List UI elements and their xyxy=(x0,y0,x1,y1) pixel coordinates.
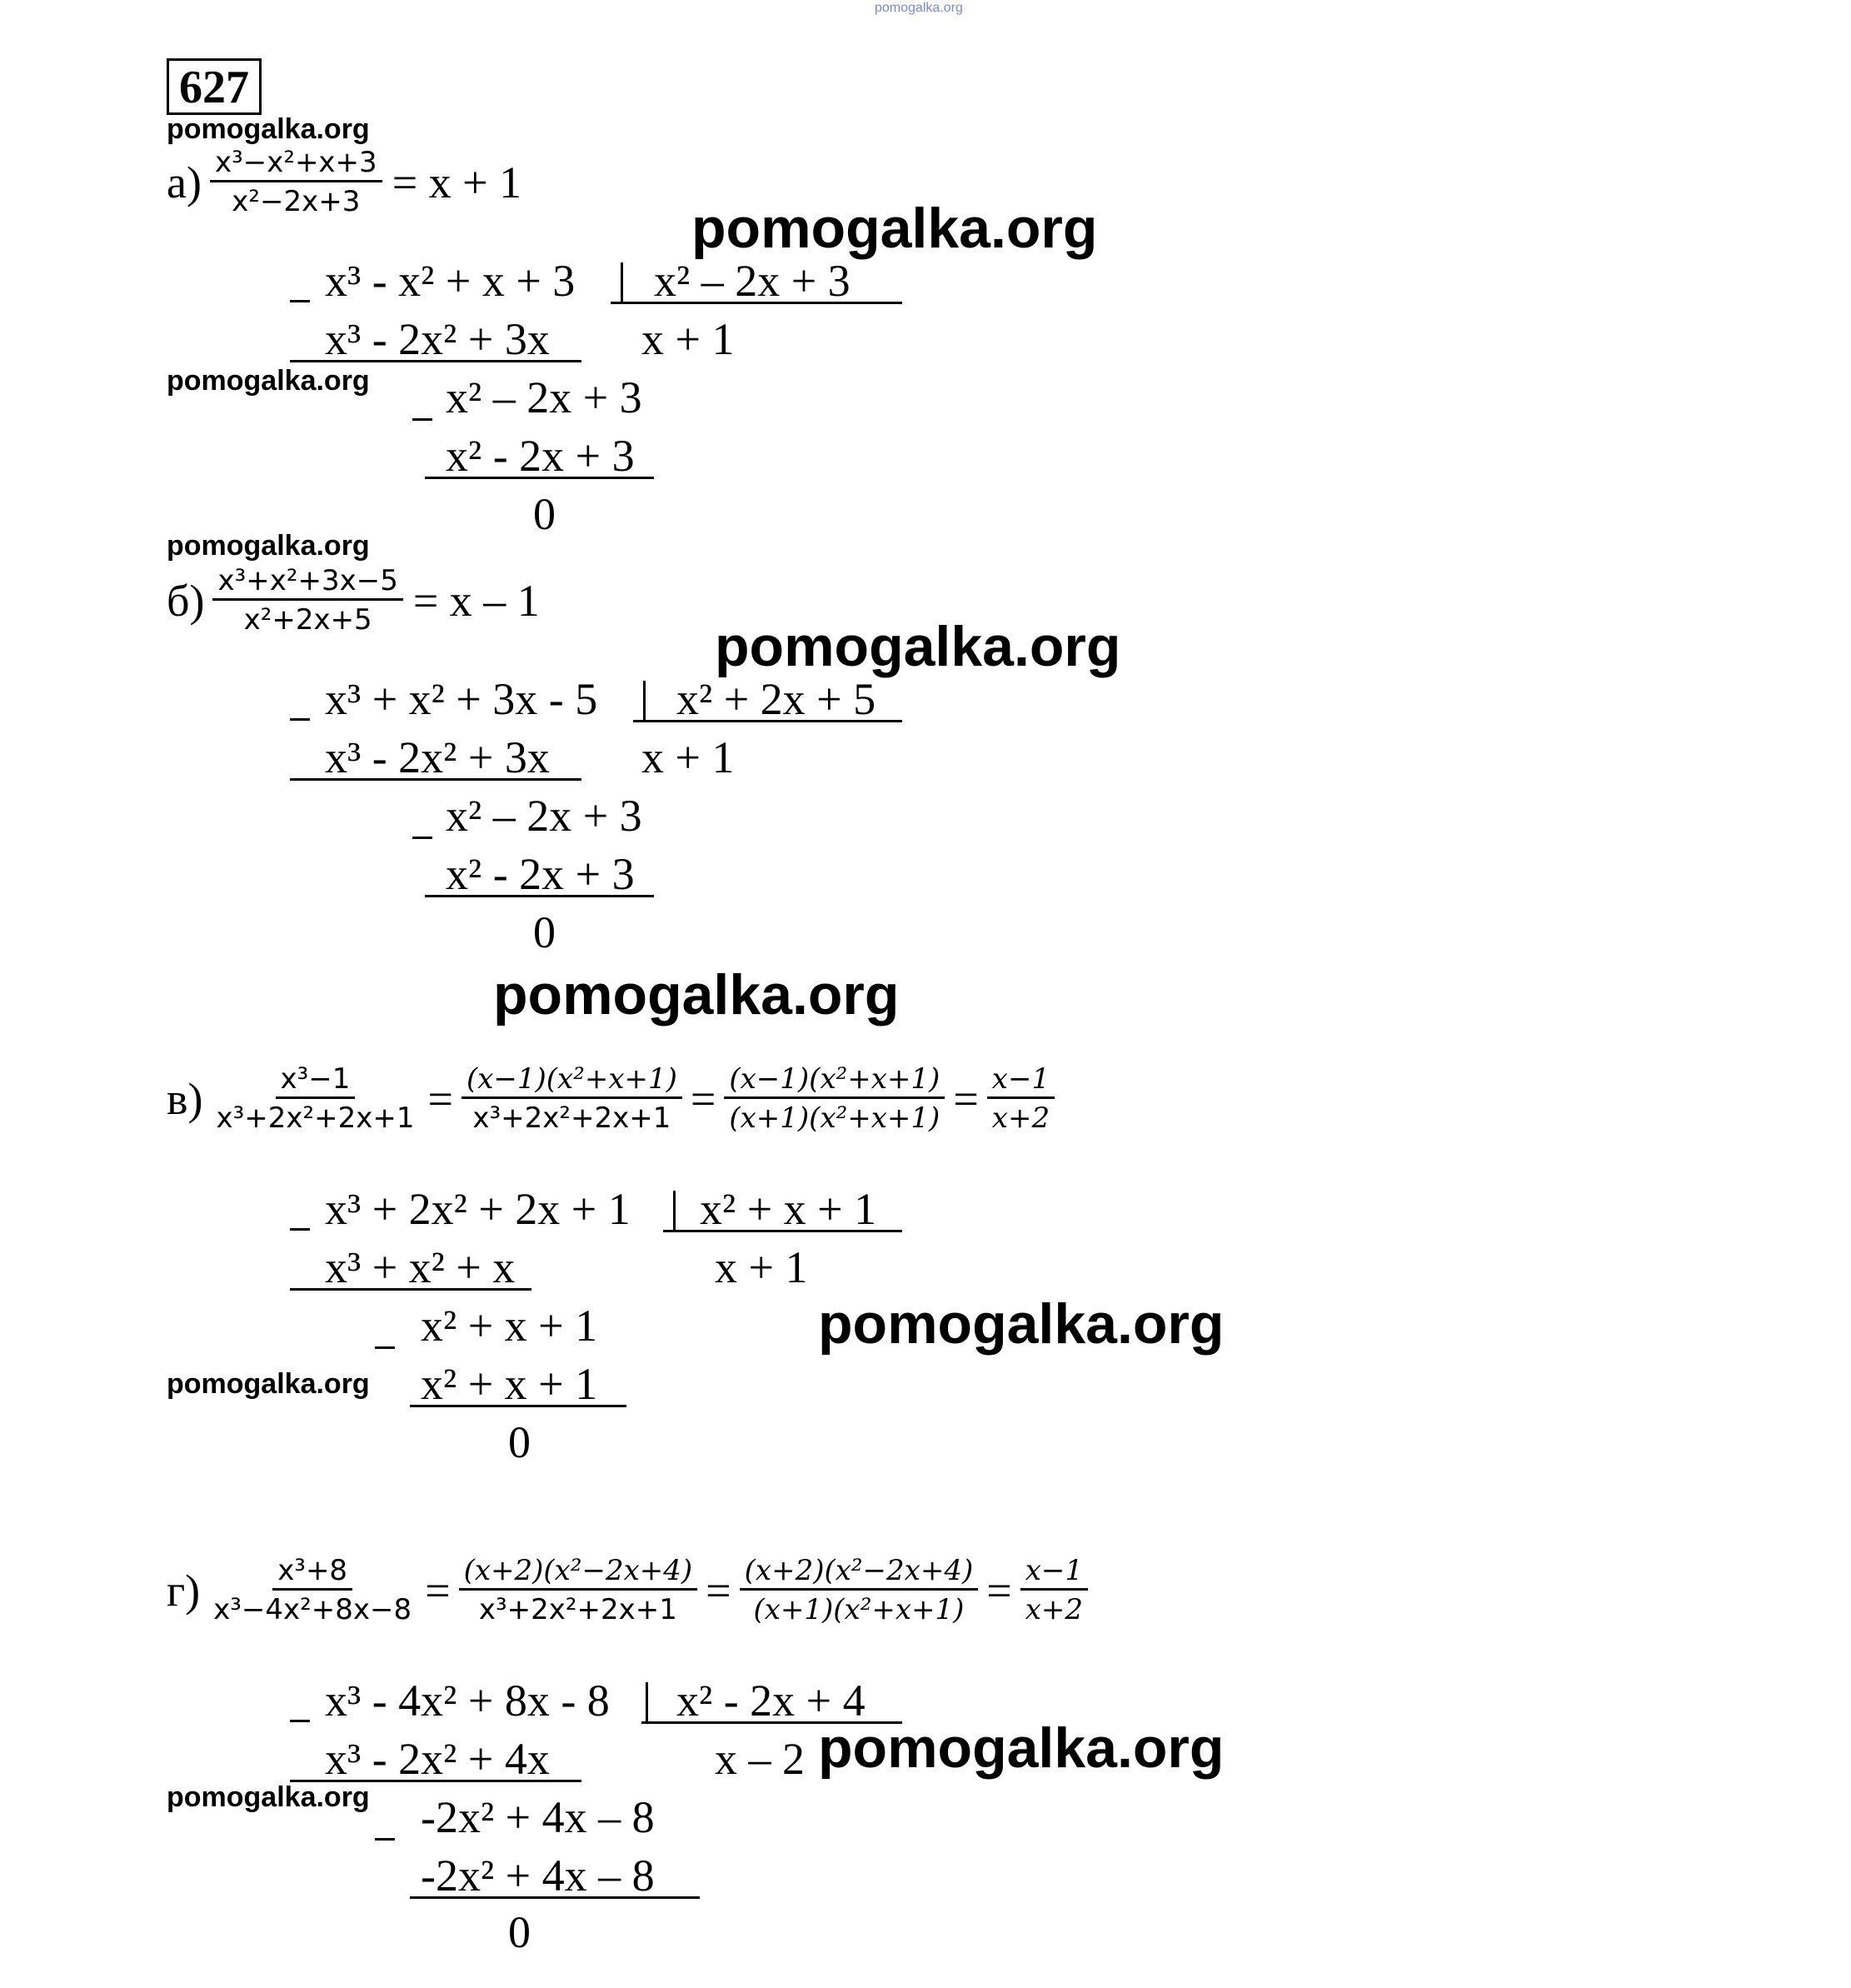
part-v-sub2: x² + x + 1 xyxy=(421,1359,598,1409)
part-g-f1-denominator: x³−4x²+8x−8 xyxy=(213,1593,412,1626)
watermark-big: pomogalka.org xyxy=(691,197,1098,260)
part-g-fraction-3 xyxy=(740,1556,979,1624)
part-g-sub1: x³ - 2x² + 4x xyxy=(325,1734,550,1784)
equals-sign: = xyxy=(986,1565,1012,1616)
equals-sign: = xyxy=(706,1565,731,1616)
equals-sign: = xyxy=(690,1073,716,1124)
watermark-big: pomogalka.org xyxy=(715,615,1121,678)
part-v-f3-numerator: (x−1)(x²+x+1) xyxy=(724,1065,945,1099)
part-v-f4-denominator: x+2 xyxy=(991,1101,1050,1135)
part-v-divisor: x² + x + 1 xyxy=(700,1184,877,1234)
part-a-rem2: 0 xyxy=(533,489,556,539)
watermark-small: pomogalka.org xyxy=(167,365,370,397)
part-v-f2-denominator: x³+2x²+2x+1 xyxy=(472,1101,671,1135)
watermark-small: pomogalka.org xyxy=(167,1781,370,1813)
part-a-fraction xyxy=(210,148,382,216)
part-g-label: г) xyxy=(167,1565,201,1616)
part-g-f1-numerator: x³+8 xyxy=(272,1556,352,1591)
part-a-sub1: x³ - 2x² + 3x xyxy=(325,314,550,364)
part-b-fraction xyxy=(212,564,402,637)
part-v-rem2: 0 xyxy=(508,1417,531,1467)
part-a-numerator: x³−x²+x+3 xyxy=(210,148,382,182)
part-a-rem1: x² – 2x + 3 xyxy=(446,372,642,422)
part-g-rem2: 0 xyxy=(508,1907,531,1957)
part-g-f3-numerator: (x+2)(x²−2x+4) xyxy=(740,1556,979,1591)
part-v-fraction-2 xyxy=(462,1062,682,1135)
part-v-fraction-4 xyxy=(987,1062,1055,1135)
part-v-fraction-1 xyxy=(211,1062,419,1135)
part-b-rhs: = x – 1 xyxy=(412,575,540,626)
equals-sign: = xyxy=(425,1565,451,1616)
part-v-f1-numerator: x³−1 xyxy=(276,1065,356,1099)
part-v-f1-denominator: x³+2x²+2x+1 xyxy=(216,1101,415,1135)
part-g-equation xyxy=(167,1556,1088,1624)
part-a-sub2: x² - 2x + 3 xyxy=(446,431,635,481)
part-v-f2-numerator: (x−1)(x²+x+1) xyxy=(462,1065,682,1099)
part-v-equation xyxy=(167,1062,1055,1135)
part-v-f3-denominator: (x+1)(x²+x+1) xyxy=(729,1101,940,1135)
part-a-quotient: x + 1 xyxy=(641,314,735,364)
part-g-fraction-4 xyxy=(1020,1556,1088,1624)
part-g-fraction-1 xyxy=(208,1556,417,1624)
part-b-quotient: x + 1 xyxy=(641,732,735,782)
watermark-big: pomogalka.org xyxy=(818,1716,1225,1780)
part-g-fraction-2 xyxy=(459,1556,698,1624)
part-a-divisor: x² – 2x + 3 xyxy=(654,256,851,306)
part-g-rem1: -2x² + 4x – 8 xyxy=(421,1792,655,1842)
part-g-f2-numerator: (x+2)(x²−2x+4) xyxy=(459,1556,698,1591)
part-g-f4-numerator: x−1 xyxy=(1020,1556,1088,1591)
problem-number: 627 xyxy=(167,58,262,115)
equals-sign: = xyxy=(953,1073,979,1124)
part-b-rem1: x² – 2x + 3 xyxy=(446,791,642,841)
part-v-sub1: x³ + x² + x xyxy=(325,1242,516,1292)
part-v-f4-numerator: x−1 xyxy=(987,1065,1055,1099)
part-v-fraction-3 xyxy=(724,1062,945,1135)
watermark-small: pomogalka.org xyxy=(167,113,370,145)
watermark-small: pomogalka.org xyxy=(167,530,370,562)
part-a-denominator: x²−2x+3 xyxy=(232,185,361,218)
part-g-f4-denominator: x+2 xyxy=(1025,1593,1083,1626)
part-b-rem2: 0 xyxy=(533,907,556,957)
top-watermark: pomogalka.org xyxy=(875,1,963,15)
equals-sign: = xyxy=(427,1073,453,1124)
part-g-sub2: -2x² + 4x – 8 xyxy=(421,1851,655,1901)
part-a-rhs: = x + 1 xyxy=(392,157,522,207)
watermark-big: pomogalka.org xyxy=(818,1292,1225,1356)
part-a-label: а) xyxy=(167,157,202,207)
part-b-numerator: x³+x²+3x−5 xyxy=(212,567,402,601)
part-g-f2-denominator: x³+2x²+2x+1 xyxy=(478,1593,677,1626)
part-b-divisor: x² + 2x + 5 xyxy=(676,674,876,724)
part-b-dividend: x³ + x² + 3x - 5 xyxy=(325,674,598,724)
watermark-big: pomogalka.org xyxy=(493,963,900,1026)
part-v-label: в) xyxy=(167,1073,203,1124)
part-a-equation xyxy=(167,148,521,216)
part-b-sub2: x² - 2x + 3 xyxy=(446,849,635,899)
part-g-divisor: x² - 2x + 4 xyxy=(676,1676,866,1726)
part-b-denominator: x²+2x+5 xyxy=(243,603,372,637)
part-g-dividend: x³ - 4x² + 8x - 8 xyxy=(325,1676,610,1726)
part-v-rem1: x² + x + 1 xyxy=(421,1301,598,1351)
part-g-f3-denominator: (x+1)(x²+x+1) xyxy=(753,1593,965,1626)
part-v-quotient: x + 1 xyxy=(715,1242,808,1292)
part-b-sub1: x³ - 2x² + 3x xyxy=(325,732,550,782)
part-v-dividend: x³ + 2x² + 2x + 1 xyxy=(325,1184,631,1234)
part-a-dividend: x³ - x² + x + 3 xyxy=(325,256,576,306)
watermark-small: pomogalka.org xyxy=(167,1368,370,1400)
part-b-label: б) xyxy=(167,575,205,626)
part-g-quotient: x – 2 xyxy=(715,1734,805,1784)
part-b-equation xyxy=(167,564,540,637)
